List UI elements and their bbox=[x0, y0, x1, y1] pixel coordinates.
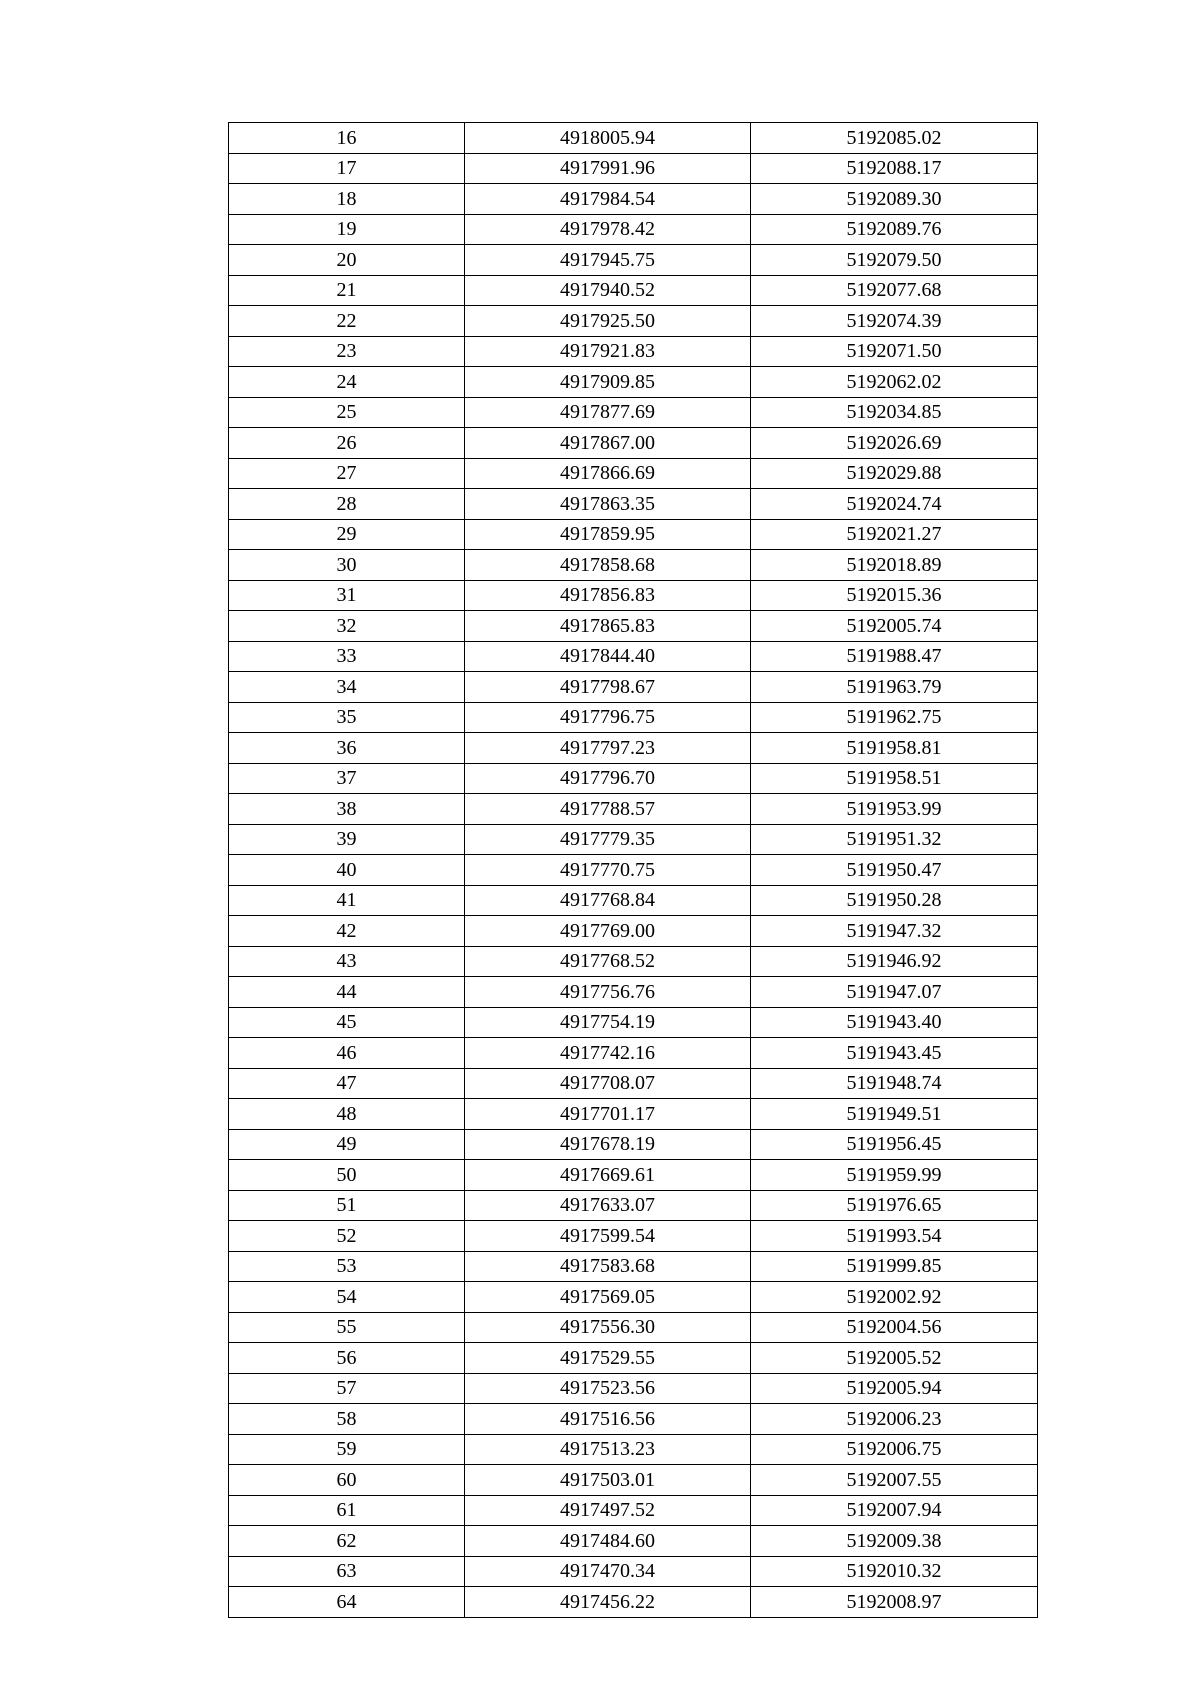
table-row bbox=[229, 1282, 1038, 1313]
y-coordinate-cell: 5192018.89 bbox=[751, 550, 1038, 581]
point-number-cell: 24 bbox=[229, 367, 465, 398]
point-number-cell: 47 bbox=[229, 1068, 465, 1099]
y-coordinate-cell: 5192074.39 bbox=[751, 306, 1038, 337]
point-number-cell: 62 bbox=[229, 1526, 465, 1557]
coordinates-table-body bbox=[229, 123, 1038, 1618]
x-coordinate-cell: 4917866.69 bbox=[465, 458, 751, 489]
point-number-cell: 49 bbox=[229, 1129, 465, 1160]
table-row bbox=[229, 1404, 1038, 1435]
table-row bbox=[229, 153, 1038, 184]
table-row bbox=[229, 1068, 1038, 1099]
y-coordinate-cell: 5191999.85 bbox=[751, 1251, 1038, 1282]
y-coordinate-cell: 5191963.79 bbox=[751, 672, 1038, 703]
table-row bbox=[229, 733, 1038, 764]
point-number-cell: 37 bbox=[229, 763, 465, 794]
point-number-cell: 64 bbox=[229, 1587, 465, 1618]
table-row bbox=[229, 946, 1038, 977]
point-number-cell: 56 bbox=[229, 1343, 465, 1374]
y-coordinate-cell: 5191956.45 bbox=[751, 1129, 1038, 1160]
y-coordinate-cell: 5192077.68 bbox=[751, 275, 1038, 306]
x-coordinate-cell: 4917858.68 bbox=[465, 550, 751, 581]
table-row bbox=[229, 1312, 1038, 1343]
y-coordinate-cell: 5191959.99 bbox=[751, 1160, 1038, 1191]
x-coordinate-cell: 4917779.35 bbox=[465, 824, 751, 855]
y-coordinate-cell: 5192004.56 bbox=[751, 1312, 1038, 1343]
point-number-cell: 46 bbox=[229, 1038, 465, 1069]
x-coordinate-cell: 4917909.85 bbox=[465, 367, 751, 398]
y-coordinate-cell: 5192005.52 bbox=[751, 1343, 1038, 1374]
table-row bbox=[229, 702, 1038, 733]
point-number-cell: 32 bbox=[229, 611, 465, 642]
point-number-cell: 22 bbox=[229, 306, 465, 337]
table-row bbox=[229, 367, 1038, 398]
x-coordinate-cell: 4917769.00 bbox=[465, 916, 751, 947]
y-coordinate-cell: 5192008.97 bbox=[751, 1587, 1038, 1618]
y-coordinate-cell: 5191943.40 bbox=[751, 1007, 1038, 1038]
x-coordinate-cell: 4917497.52 bbox=[465, 1495, 751, 1526]
point-number-cell: 50 bbox=[229, 1160, 465, 1191]
x-coordinate-cell: 4917788.57 bbox=[465, 794, 751, 825]
x-coordinate-cell: 4917583.68 bbox=[465, 1251, 751, 1282]
x-coordinate-cell: 4917863.35 bbox=[465, 489, 751, 520]
y-coordinate-cell: 5192062.02 bbox=[751, 367, 1038, 398]
y-coordinate-cell: 5192002.92 bbox=[751, 1282, 1038, 1313]
y-coordinate-cell: 5191948.74 bbox=[751, 1068, 1038, 1099]
table-row bbox=[229, 916, 1038, 947]
x-coordinate-cell: 4917859.95 bbox=[465, 519, 751, 550]
x-coordinate-cell: 4917556.30 bbox=[465, 1312, 751, 1343]
y-coordinate-cell: 5191950.47 bbox=[751, 855, 1038, 886]
point-number-cell: 30 bbox=[229, 550, 465, 581]
y-coordinate-cell: 5192005.94 bbox=[751, 1373, 1038, 1404]
point-number-cell: 48 bbox=[229, 1099, 465, 1130]
table-row bbox=[229, 1038, 1038, 1069]
y-coordinate-cell: 5192089.76 bbox=[751, 214, 1038, 245]
point-number-cell: 19 bbox=[229, 214, 465, 245]
point-number-cell: 38 bbox=[229, 794, 465, 825]
point-number-cell: 61 bbox=[229, 1495, 465, 1526]
table-row bbox=[229, 763, 1038, 794]
table-row bbox=[229, 1221, 1038, 1252]
point-number-cell: 63 bbox=[229, 1556, 465, 1587]
x-coordinate-cell: 4917516.56 bbox=[465, 1404, 751, 1435]
point-number-cell: 18 bbox=[229, 184, 465, 215]
table-row bbox=[229, 1495, 1038, 1526]
x-coordinate-cell: 4917768.52 bbox=[465, 946, 751, 977]
x-coordinate-cell: 4917484.60 bbox=[465, 1526, 751, 1557]
point-number-cell: 17 bbox=[229, 153, 465, 184]
table-row bbox=[229, 123, 1038, 154]
x-coordinate-cell: 4917513.23 bbox=[465, 1434, 751, 1465]
point-number-cell: 54 bbox=[229, 1282, 465, 1313]
table-row bbox=[229, 824, 1038, 855]
y-coordinate-cell: 5192071.50 bbox=[751, 336, 1038, 367]
table-row bbox=[229, 977, 1038, 1008]
x-coordinate-cell: 4917708.07 bbox=[465, 1068, 751, 1099]
point-number-cell: 60 bbox=[229, 1465, 465, 1496]
y-coordinate-cell: 5191962.75 bbox=[751, 702, 1038, 733]
y-coordinate-cell: 5191958.51 bbox=[751, 763, 1038, 794]
x-coordinate-cell: 4917599.54 bbox=[465, 1221, 751, 1252]
table-row bbox=[229, 1160, 1038, 1191]
point-number-cell: 20 bbox=[229, 245, 465, 276]
point-number-cell: 34 bbox=[229, 672, 465, 703]
x-coordinate-cell: 4917984.54 bbox=[465, 184, 751, 215]
coordinates-table bbox=[228, 122, 1038, 1618]
y-coordinate-cell: 5191953.99 bbox=[751, 794, 1038, 825]
point-number-cell: 39 bbox=[229, 824, 465, 855]
y-coordinate-cell: 5192089.30 bbox=[751, 184, 1038, 215]
x-coordinate-cell: 4917797.23 bbox=[465, 733, 751, 764]
point-number-cell: 21 bbox=[229, 275, 465, 306]
x-coordinate-cell: 4917867.00 bbox=[465, 428, 751, 459]
x-coordinate-cell: 4917669.61 bbox=[465, 1160, 751, 1191]
table-row bbox=[229, 1373, 1038, 1404]
x-coordinate-cell: 4917503.01 bbox=[465, 1465, 751, 1496]
y-coordinate-cell: 5191951.32 bbox=[751, 824, 1038, 855]
point-number-cell: 27 bbox=[229, 458, 465, 489]
point-number-cell: 43 bbox=[229, 946, 465, 977]
x-coordinate-cell: 4917796.75 bbox=[465, 702, 751, 733]
table-row bbox=[229, 1129, 1038, 1160]
x-coordinate-cell: 4917865.83 bbox=[465, 611, 751, 642]
x-coordinate-cell: 4917569.05 bbox=[465, 1282, 751, 1313]
point-number-cell: 36 bbox=[229, 733, 465, 764]
point-number-cell: 26 bbox=[229, 428, 465, 459]
y-coordinate-cell: 5192005.74 bbox=[751, 611, 1038, 642]
y-coordinate-cell: 5191947.07 bbox=[751, 977, 1038, 1008]
point-number-cell: 28 bbox=[229, 489, 465, 520]
x-coordinate-cell: 4917701.17 bbox=[465, 1099, 751, 1130]
point-number-cell: 45 bbox=[229, 1007, 465, 1038]
x-coordinate-cell: 4917742.16 bbox=[465, 1038, 751, 1069]
table-row bbox=[229, 1007, 1038, 1038]
y-coordinate-cell: 5192085.02 bbox=[751, 123, 1038, 154]
table-row bbox=[229, 428, 1038, 459]
x-coordinate-cell: 4917877.69 bbox=[465, 397, 751, 428]
table-row bbox=[229, 1343, 1038, 1374]
x-coordinate-cell: 4917754.19 bbox=[465, 1007, 751, 1038]
x-coordinate-cell: 4917633.07 bbox=[465, 1190, 751, 1221]
table-row bbox=[229, 794, 1038, 825]
x-coordinate-cell: 4917991.96 bbox=[465, 153, 751, 184]
table-row bbox=[229, 245, 1038, 276]
point-number-cell: 51 bbox=[229, 1190, 465, 1221]
point-number-cell: 58 bbox=[229, 1404, 465, 1435]
y-coordinate-cell: 5192007.94 bbox=[751, 1495, 1038, 1526]
y-coordinate-cell: 5192024.74 bbox=[751, 489, 1038, 520]
table-row bbox=[229, 489, 1038, 520]
table-row bbox=[229, 1526, 1038, 1557]
x-coordinate-cell: 4917945.75 bbox=[465, 245, 751, 276]
y-coordinate-cell: 5192021.27 bbox=[751, 519, 1038, 550]
x-coordinate-cell: 4917796.70 bbox=[465, 763, 751, 794]
point-number-cell: 35 bbox=[229, 702, 465, 733]
table-row bbox=[229, 397, 1038, 428]
table-row bbox=[229, 885, 1038, 916]
point-number-cell: 23 bbox=[229, 336, 465, 367]
point-number-cell: 59 bbox=[229, 1434, 465, 1465]
y-coordinate-cell: 5191976.65 bbox=[751, 1190, 1038, 1221]
y-coordinate-cell: 5192088.17 bbox=[751, 153, 1038, 184]
point-number-cell: 44 bbox=[229, 977, 465, 1008]
point-number-cell: 57 bbox=[229, 1373, 465, 1404]
x-coordinate-cell: 4917456.22 bbox=[465, 1587, 751, 1618]
point-number-cell: 55 bbox=[229, 1312, 465, 1343]
x-coordinate-cell: 4917756.76 bbox=[465, 977, 751, 1008]
table-row bbox=[229, 1190, 1038, 1221]
table-row bbox=[229, 641, 1038, 672]
y-coordinate-cell: 5192034.85 bbox=[751, 397, 1038, 428]
table-row bbox=[229, 458, 1038, 489]
point-number-cell: 52 bbox=[229, 1221, 465, 1252]
y-coordinate-cell: 5191943.45 bbox=[751, 1038, 1038, 1069]
x-coordinate-cell: 4917921.83 bbox=[465, 336, 751, 367]
table-row bbox=[229, 611, 1038, 642]
y-coordinate-cell: 5192079.50 bbox=[751, 245, 1038, 276]
table-row bbox=[229, 275, 1038, 306]
table-row bbox=[229, 1434, 1038, 1465]
point-number-cell: 29 bbox=[229, 519, 465, 550]
x-coordinate-cell: 4917768.84 bbox=[465, 885, 751, 916]
table-row bbox=[229, 336, 1038, 367]
y-coordinate-cell: 5191946.92 bbox=[751, 946, 1038, 977]
table-row bbox=[229, 580, 1038, 611]
y-coordinate-cell: 5192009.38 bbox=[751, 1526, 1038, 1557]
y-coordinate-cell: 5191947.32 bbox=[751, 916, 1038, 947]
y-coordinate-cell: 5191993.54 bbox=[751, 1221, 1038, 1252]
point-number-cell: 31 bbox=[229, 580, 465, 611]
x-coordinate-cell: 4917529.55 bbox=[465, 1343, 751, 1374]
point-number-cell: 41 bbox=[229, 885, 465, 916]
table-row bbox=[229, 672, 1038, 703]
x-coordinate-cell: 4917678.19 bbox=[465, 1129, 751, 1160]
table-row bbox=[229, 1465, 1038, 1496]
table-row bbox=[229, 306, 1038, 337]
point-number-cell: 16 bbox=[229, 123, 465, 154]
y-coordinate-cell: 5192010.32 bbox=[751, 1556, 1038, 1587]
y-coordinate-cell: 5192006.75 bbox=[751, 1434, 1038, 1465]
point-number-cell: 25 bbox=[229, 397, 465, 428]
table-row bbox=[229, 214, 1038, 245]
y-coordinate-cell: 5191950.28 bbox=[751, 885, 1038, 916]
table-row bbox=[229, 550, 1038, 581]
y-coordinate-cell: 5192007.55 bbox=[751, 1465, 1038, 1496]
table-row bbox=[229, 1587, 1038, 1618]
point-number-cell: 33 bbox=[229, 641, 465, 672]
y-coordinate-cell: 5191949.51 bbox=[751, 1099, 1038, 1130]
x-coordinate-cell: 4917844.40 bbox=[465, 641, 751, 672]
y-coordinate-cell: 5191958.81 bbox=[751, 733, 1038, 764]
x-coordinate-cell: 4917770.75 bbox=[465, 855, 751, 886]
x-coordinate-cell: 4917470.34 bbox=[465, 1556, 751, 1587]
table-row bbox=[229, 184, 1038, 215]
x-coordinate-cell: 4917856.83 bbox=[465, 580, 751, 611]
table-row bbox=[229, 1556, 1038, 1587]
table-row bbox=[229, 855, 1038, 886]
table-row bbox=[229, 519, 1038, 550]
x-coordinate-cell: 4918005.94 bbox=[465, 123, 751, 154]
x-coordinate-cell: 4917798.67 bbox=[465, 672, 751, 703]
y-coordinate-cell: 5192015.36 bbox=[751, 580, 1038, 611]
table-row bbox=[229, 1099, 1038, 1130]
y-coordinate-cell: 5192029.88 bbox=[751, 458, 1038, 489]
y-coordinate-cell: 5192026.69 bbox=[751, 428, 1038, 459]
point-number-cell: 42 bbox=[229, 916, 465, 947]
x-coordinate-cell: 4917925.50 bbox=[465, 306, 751, 337]
table-row bbox=[229, 1251, 1038, 1282]
point-number-cell: 53 bbox=[229, 1251, 465, 1282]
x-coordinate-cell: 4917940.52 bbox=[465, 275, 751, 306]
x-coordinate-cell: 4917523.56 bbox=[465, 1373, 751, 1404]
y-coordinate-cell: 5192006.23 bbox=[751, 1404, 1038, 1435]
y-coordinate-cell: 5191988.47 bbox=[751, 641, 1038, 672]
point-number-cell: 40 bbox=[229, 855, 465, 886]
x-coordinate-cell: 4917978.42 bbox=[465, 214, 751, 245]
